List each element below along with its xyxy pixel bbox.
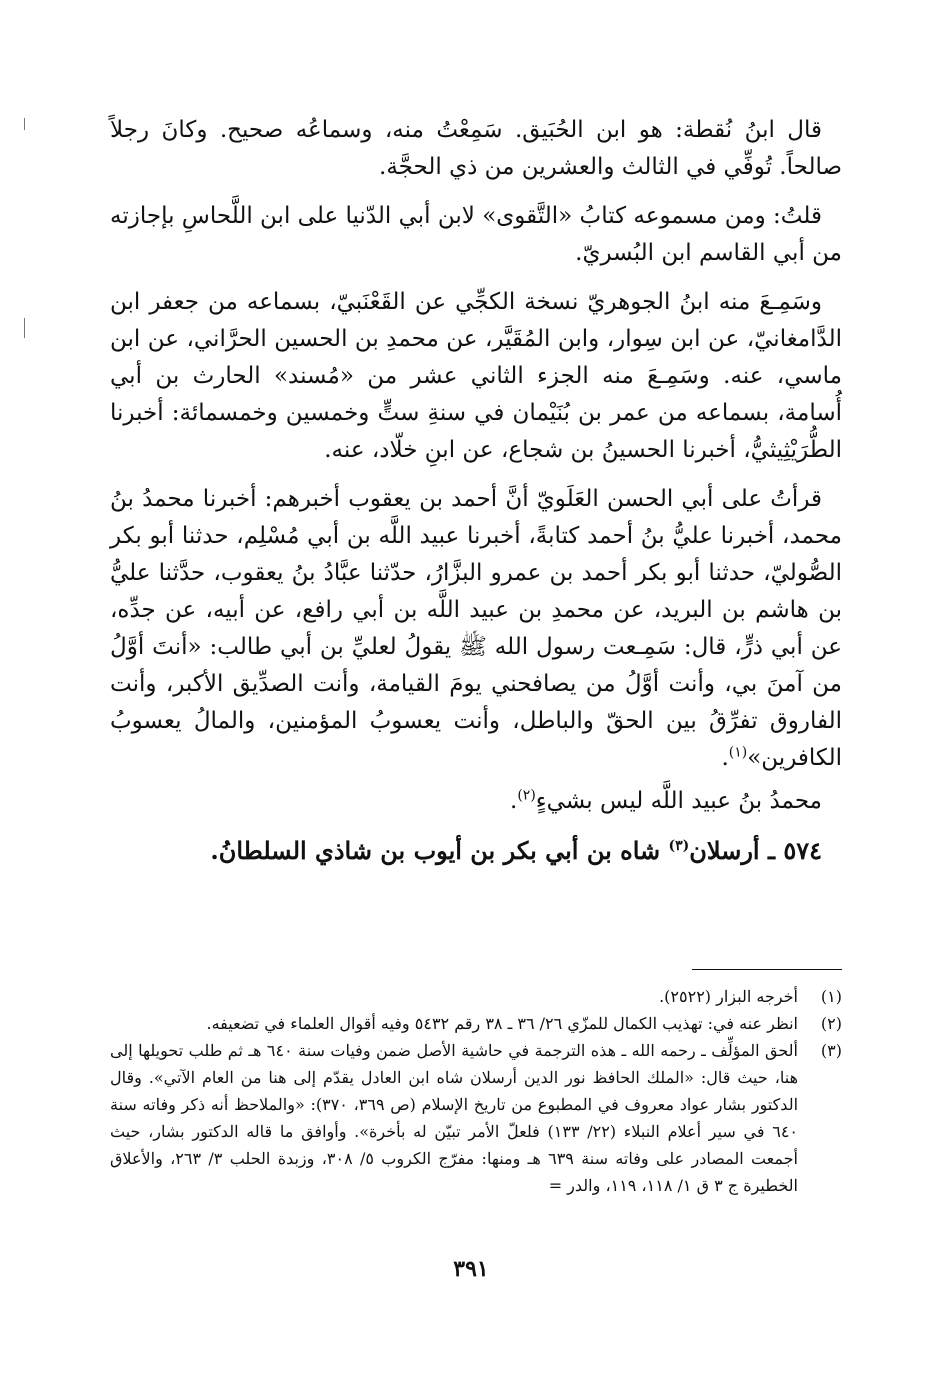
paragraph-kitab-taqwa-text: قلتُ: ومن مسموعه كتابُ «التَّقوى» لابن أبي الدّنيا على ابن اللَّحاسِ بإجازته من أبي القاسم ابن البُسريّ. xyxy=(110,203,842,266)
footnote-ref-2: (٢) xyxy=(517,787,536,804)
footnote-ref-3: (٣) xyxy=(668,838,690,854)
footnote-ref-1: (١) xyxy=(728,744,748,761)
footnote-1-text: أخرجه البزار (٢٥٢٢). xyxy=(659,987,798,1006)
margin-mark-top xyxy=(24,118,25,130)
footnote-3-text: ألحق المؤلِّف ـ رحمه الله ـ هذه الترجمة في حاشية الأصل ضمن وفيات سنة ٦٤٠ هـ ثم طلب تحويلها إلى هنا، حيث قال: «الملك الحافظ نور الدين أرسلان شاه ابن العادل يقدّم إلى هنا من العام الآتي». وقال الدكتور بشار عواد معروف في المطبوع من تاريخ الإسلام (ص ٣٦٩، ٣٧٠): «والملاحظ أنه ذكر وفاته سنة ٦٤٠ في سير أعلام النبلاء (٢٢/ ١٣٣) فلعلّ الأمر تبيّن له بأخرة». وأوافق ما قاله الدكتور بشار، حيث أجمعت المصادر على وفاته سنة ٦٣٩ هـ ومنها: مفرّج الكروب ٥/ ٣٠٨، وزبدة الحلب ٣/ ٢٦٣، والأعلاق الخطيرة ج ٣ ق ١/ ١١٨، ١١٩، والدر = xyxy=(110,1041,799,1195)
footnote-2-text: انظر عنه في: تهذيب الكمال للمزّي ٢٦/ ٣٦ ـ ٣٨ رقم ٥٤٣٢ وفيه أقوال العلماء في تضعيفه. xyxy=(206,1014,798,1033)
paragraph-hadith-text: قرأتُ على أبي الحسن العَلَويّ أنَّ أحمد بن يعقوب أخبرهم: أخبرنا محمدُ بنُ محمد، أخبرنا عليُّ بنُ أحمد كتابةً، أخبرنا عبيد اللَّه بن أبي مُسْلِم، حدثنا أبو بكر الصُّوليّ، حدثنا أبو بكر أحمد بن عمرو البزَّارُ، حدّثنا عبَّادُ بنُ يعقوب، حدَّثنا عليُّ بن هاشم بن البريد، عن محمدِ بن عبيد اللَّه بن أبي رافع، عن أبيه، عن جدِّه، عن أبي ذرٍّ، قال: سَمِـعت رسول الله ﷺ يقولُ لعليِّ بن أبي طالب: «أنتَ أوَّلُ من آمنَ بي، وأنت أوَّلُ من يصافحني يومَ القيامة، وأنت الصدِّيق الأكبر، وأنت الفاروق تفرِّقُ بين الحقّ والباطل، وأنت يعسوبُ المؤمنين، والمالُ يعسوبُ الكافرين» xyxy=(110,486,842,771)
entry-heading xyxy=(110,832,842,869)
footnote-1-number: (١) xyxy=(820,987,842,1006)
paragraph-muhammad: محمدُ بنُ عبيد اللَّه ليس بشيءٍ$^{(٢)}$. xyxy=(510,787,822,814)
page-number: ٣٩١ xyxy=(453,1256,489,1282)
footnote-1 xyxy=(110,983,842,1010)
main-text xyxy=(110,112,842,881)
footnote-3-number: (٣) xyxy=(820,1041,842,1060)
paragraph-hadith: قرأتُ على أبي الحسن العَلَويّ أنَّ أحمد بن يعقوب أخبرهم: أخبرنا محمدُ بنُ محمد، أخبرنا عليُّ بنُ أحمد كتابةً، أخبرنا عبيد اللَّه بن أبي مُسْلِم، حدثنا أبو بكر الصُّوليّ، حدثنا أبو بكر أحمد بن عمرو البزَّارُ، حدّثنا عبَّادُ بنُ يعقوب، حدَّثنا عليُّ بن هاشم بن البريد، عن محمدِ بن عبيد اللَّه بن أبي رافع، عن أبيه، عن جدِّه، عن أبي ذرٍّ، قال: سَمِـعت رسول الله ﷺ يقولُ لعليِّ بن أبي طالب: «أنتَ أوَّلُ من آمنَ بي، وأنت أوَّلُ من يصافحني يومَ القيامة، وأنت الصدِّيق الأكبر، وأنت الفاروق تفرِّقُ بين الحقّ والباطل، وأنت يعسوبُ المؤمنين، والمالُ يعسوبُ الكافرين»$^{(١)}$. xyxy=(110,486,842,771)
entry-name-rest: شاه بن أبي بكر بن أيوب بن شاذي السلطانُ. xyxy=(210,836,661,865)
paragraph-jawhari xyxy=(110,284,842,469)
entry-name-first: أرسلان xyxy=(689,836,760,865)
footnote-separator xyxy=(692,969,842,970)
paragraph-jawhari-text: وسَمِـعَ منه ابنُ الجوهريّ نسخة الكجِّي عن القَعْنَبيّ، بسماعه من جعفر ابن الدَّامغانيّ، عن ابن سِوار، وابن المُقَيَّر، عن محمدِ بن الحسين الحرَّاني، عن ابن ماسي، عنه. وسَمِـعَ منه الجزء الثاني عشر من «مُسند» الحارث بن أبي أُسامة، بسماعه من عمر بن بُنَيْمان في سنةِ ستٍّ وخمسين وخمسمائة: أخبرنا الطُّرَيْثِيثيُّ، أخبرنا الحسينُ بن شجاع، عن ابنِ خلّاد، عنه. xyxy=(110,289,842,463)
paragraph-ibn-nuqta xyxy=(110,112,842,186)
footnotes xyxy=(110,983,842,1199)
footnote-3 xyxy=(110,1037,842,1199)
footnote-2-number: (٢) xyxy=(820,1014,842,1033)
entry-number: ٥٧٤ ـ xyxy=(767,836,822,865)
footnote-2 xyxy=(110,1010,842,1037)
paragraph-ibn-nuqta-text: قال ابنُ نُقطة: هو ابن الحُبَيق. سَمِعْتُ منه، وسماعُه صحيح. وكانَ رجلاً صالحاً. تُوفِّي في الثالث والعشرين من ذي الحجَّة. xyxy=(110,117,842,180)
paragraph-kitab-taqwa xyxy=(110,198,842,272)
paragraph-muhammad-text: محمدُ بنُ عبيد اللَّه ليس بشيءٍ xyxy=(535,788,822,814)
margin-mark-middle xyxy=(24,318,25,338)
